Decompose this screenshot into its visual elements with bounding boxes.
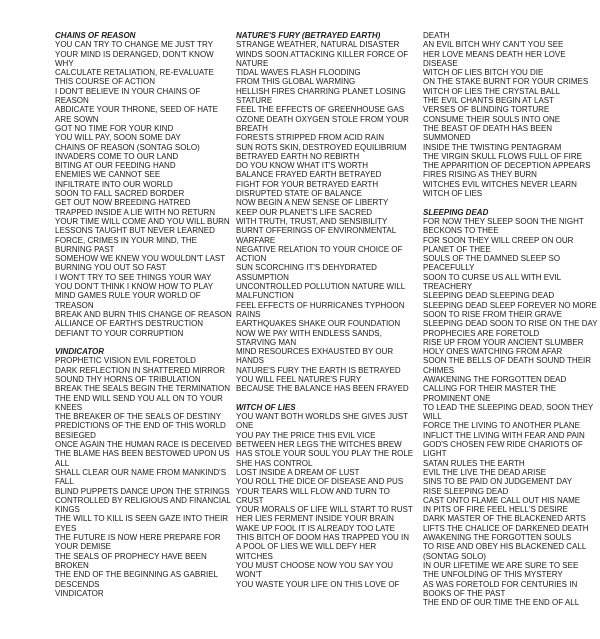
lyric-line: DEFIANT TO YOUR CORRUPTION [55, 328, 184, 338]
lyric-line: NOW WE PAY WITH ENDLESS SANDS, STARVING MAN [236, 328, 382, 347]
lyric-line: THE WILL TO KILL IS SEEN GAZE INTO THEIR EYES [55, 514, 229, 533]
lyric-line: FORESTS STRIPPED FROM ACID RAIN [236, 133, 385, 143]
lyric-line: INVADERS COME TO OUR LAND [55, 151, 179, 161]
lyric-line: EARTHQUAKES SHAKE OUR FOUNDATION [236, 319, 401, 329]
lyric-line: MIND RESOURCES EXHAUSTED BY OUR HANDS [236, 347, 394, 366]
lyric-line: YOU PAY THE PRICE THIS EVIL VICE [236, 430, 376, 440]
lyric-line: PROPHETIC VISION EVIL FORETOLD [55, 356, 196, 366]
lyric-line: AWAKENING THE FORGOTTEN SOULS [423, 533, 572, 543]
lyric-line: FIRES RISING AS THEY BURN [423, 170, 537, 180]
lyric-line: THE BREAKER OF THE SEALS OF DESTINY [55, 412, 222, 422]
lyric-line: DARK REFLECTION IN SHATTERED MIRROR [55, 365, 226, 375]
lyric-line: BETWEEN HER LEGS THE WITCHES BREW [236, 440, 402, 450]
lyric-line: SHE HAS CONTROL [236, 458, 313, 468]
lyric-line: PREDICTIONS OF THE END OF THIS WORLD BESIEGED [55, 421, 226, 440]
lyric-line: YOU WASTE YOUR LIFE ON THIS LOVE OF [236, 579, 400, 589]
lyric-line: HELLISH FIRES CHARRING PLANET LOSING STATURE [236, 86, 406, 106]
lyric-line: EVIL THE LIVE THE DEAD ARISE [423, 467, 547, 477]
lyric-line: WITH TRUTH, TRUST, AND SENSIBILITY [236, 216, 388, 226]
lyric-line: SLEEPING DEAD SOON TO RISE ON THE DAY [423, 319, 598, 329]
lyric-line: ALLIANCE OF EARTH'S DESTRUCTION [55, 319, 204, 329]
lyric-line: FORCE THE LIVING TO ANOTHER PLANE [423, 421, 580, 431]
lyric-line: WITCH OF LIES THE CRYSTAL BALL [423, 86, 561, 96]
lyric-line: GET OUT NOW BREEDING HATRED [55, 198, 191, 208]
lyric-line: TO RISE AND OBEY HIS BLACKENED CALL [423, 542, 587, 552]
lyric-line: YOUR TEARS WILL FLOW AND TURN TO CRUST [236, 486, 390, 505]
lyric-line: BITING AT OUR FEEDING HAND [55, 161, 176, 171]
lyric-line: YOU WILL PAY, SOON SOME DAY [55, 133, 181, 143]
lyric-line: THE BEAST OF DEATH HAS BEEN SUMMONED [423, 123, 553, 143]
lyric-line: IN OUR LIFETIME WE ARE SURE TO SEE [423, 560, 579, 570]
lyric-line: THE FUTURE IS NOW HERE PREPARE FOR YOUR DEMISE [55, 533, 221, 552]
lyric-line: ONCE AGAIN THE HUMAN RACE IS DECEIVED [55, 440, 232, 450]
section-gap [236, 394, 414, 403]
lyric-line: YOU ROLL THE DICE OF DISEASE AND PUS [236, 477, 404, 487]
lyric-line: SLEEPING DEAD SLEEPING DEAD [423, 291, 555, 301]
lyric-line: SOON TO CURSE US ALL WITH EVIL TREACHERY [423, 272, 561, 292]
lyric-line: NOW BEGIN A NEW SENSE OF LIBERTY [236, 198, 389, 208]
lyric-line: THE SEALS OF PROPHECY HAVE BEEN BROKEN [55, 551, 207, 570]
lyric-line: ENEMIES WE CANNOT SEE [55, 170, 161, 180]
lyric-line: FOR SOON THEY WILL CREEP ON OUR PLANET OF THEE [423, 235, 574, 254]
lyric-line: TO LEAD THE SLEEPING DEAD, SOON THEY WILL [423, 402, 594, 422]
song-title: CHAINS OF REASON [55, 31, 136, 40]
lyric-line: SOULS OF THE DAMNED SLEEP SO PEACEFULLY [423, 254, 561, 273]
lyric-line: HOLY ONES WATCHING FROM AFAR [423, 347, 563, 357]
lyric-line: SUN SCORCHING IT'S DEHYDRATED ASSUMPTION [236, 263, 377, 282]
lyric-line: VINDICATOR [55, 588, 104, 598]
song-title: VINDICATOR [55, 347, 105, 357]
lyric-line: A POOL OF LIES WE WILL DEFY HER WITCHES [236, 542, 377, 561]
lyric-line: WAKE UP FOOL IT IS ALREADY TOO LATE [236, 523, 396, 533]
lyric-line: YOUR TIME WILL COME AND YOU WILL BURN [55, 216, 230, 226]
lyric-line: FIGHT FOR YOUR BETRAYED EARTH [236, 179, 379, 189]
lyric-line: I DON'T BELIEVE IN YOUR CHAINS OF REASON [55, 86, 201, 106]
lyric-line: BURNING YOU OUT SO FAST [55, 263, 167, 273]
lyric-line: RISE SLEEPING DEAD [423, 486, 509, 496]
lyric-line: RISE UP FROM YOUR ANCIENT SLUMBER [423, 337, 584, 347]
lyric-line: NEGATIVE RELATION TO YOUR CHOICE OF ACTION [236, 244, 403, 264]
lyric-line: YOU DON'T THINK I KNOW HOW TO PLAY [55, 282, 214, 292]
lyric-line: HER LOVE MEANS DEATH HER LOVE DISEASE [423, 49, 566, 68]
lyric-line: CHAINS OF REASON (SONTAG SOLO) [55, 142, 200, 152]
lyric-line: MIND GAMES RULE YOUR WORLD OF TREASON [55, 291, 201, 310]
lyric-line: FEEL THE EFFECTS OF GREENHOUSE GAS [236, 105, 405, 115]
lyric-line: CALLING FOR THEIR MASTER THE PROMINENT ONE [423, 384, 557, 403]
song-title: WITCH OF LIES [236, 402, 296, 412]
lyric-line: LIFTS THE CHALICE OF DARKENED DEATH [423, 523, 589, 533]
lyric-line: SOON TO RISE FROM THEIR GRAVE [423, 309, 562, 319]
lyric-line: INFILTRATE INTO OUR WORLD [55, 179, 173, 189]
lyric-line: NATURE'S FURY THE EARTH IS BETRAYED [236, 365, 401, 375]
lyric-line: LESSONS TAUGHT BUT NEVER LEARNED [55, 226, 215, 236]
lyric-line: THE UNFOLDING OF THIS MYSTERY [423, 570, 563, 580]
lyric-line: DISRUPTED STATE OF BALANCE [236, 189, 362, 199]
lyric-line: BREAK THE SEALS BEGIN THE TERMINATION [55, 384, 231, 394]
lyric-line: WITCH OF LIES [423, 189, 483, 199]
lyric-line: YOU WANT BOTH WORLDS SHE GIVES JUST ONE [236, 412, 408, 431]
column-2 [236, 31, 414, 589]
lyric-line: I WON'T TRY TO SEE THINGS YOUR WAY [55, 272, 212, 282]
lyric-line: SLEEPING DEAD SLEEP FOREVER NO MORE [423, 300, 597, 310]
lyric-line: STRANGE WEATHER, NATURAL DISASTER [236, 40, 400, 50]
lyric-line: PROPHECIES ARE FORETOLD [423, 328, 540, 338]
lyric-line: SOON TO FALL SACRED BORDER [55, 189, 185, 199]
lyric-line: SHALL CLEAR OUR NAME FROM MANKIND'S FALL [55, 467, 227, 487]
lyric-line: THE BLAME HAS BEEN BESTOWED UPON US ALL [55, 449, 230, 468]
lyric-line: AS WAS FORETOLD FOR CENTURIES IN [423, 579, 578, 589]
lyric-line: DO YOU KNOW WHAT IT'S WORTH [236, 161, 369, 171]
lyric-line: FOR NOW THEY SLEEP SOON THE NIGHT BECKONS TO THEE [423, 216, 584, 236]
column-3 [423, 31, 600, 607]
lyric-line: WINDS SOON ATTACKING KILLER FORCE OF NATURE [236, 49, 409, 68]
lyric-line: OZONE DEATH OXYGEN STOLE FROM YOUR BREATH [236, 114, 409, 133]
lyric-line: DEATH [423, 31, 450, 40]
lyric-line: SATAN RULES THE EARTH [423, 458, 525, 468]
lyric-line: THE END WILL SEND YOU ALL ON TO YOUR KNEES [55, 393, 223, 412]
lyric-line: YOU MUST CHOOSE NOW YOU SAY YOU WON'T [236, 560, 394, 580]
lyric-line: GOT NO TIME FOR YOUR KIND [55, 123, 174, 133]
lyric-line: BURNT OFFERINGS OF ENVIRONMENTAL WARFARE [236, 226, 396, 245]
lyric-line: AN EVIL BITCH WHY CAN'T YOU SEE [423, 40, 564, 50]
lyric-line: CONTROLLED BY RELIGIOUS AND FINANCIAL KINGS [55, 495, 231, 515]
lyric-line: SOON THE BELLS OF DEATH SOUND THEIR CHIMES [423, 356, 592, 375]
lyric-line: GOD'S CHOSEN FEW RIDE CHARIOTS OF LIGHT [423, 440, 583, 459]
lyric-line: YOUR MORALS OF LIFE WILL START TO RUST [236, 505, 413, 515]
lyric-line: THE VIRGIN SKULL FLOWS FULL OF FIRE [423, 151, 582, 161]
lyric-line: (SONTAG SOLO) [423, 551, 486, 561]
lyric-line: UNCONTROLLED POLLUTION NATURE WILL MALFUNCTION [236, 282, 405, 301]
lyric-line: THE END OF THE BEGINNING AS GABRIEL DESCENDS [55, 570, 218, 589]
lyric-line: BECAUSE THE BALANCE HAS BEEN FRAYED [236, 384, 409, 394]
lyric-line: WITCHES EVIL WITCHES NEVER LEARN [423, 179, 577, 189]
lyric-line: THIS COURSE OF ACTION [55, 77, 156, 87]
lyric-line: SOMEHOW WE KNEW YOU WOULDN'T LAST [55, 254, 226, 264]
lyric-line: LOST INSIDE A DREAM OF LUST [236, 467, 360, 477]
lyric-line: AWAKENING THE FORGOTTEN DEAD [423, 374, 567, 384]
lyric-line: SOUND THY HORNS OF TRIBULATION [55, 374, 201, 384]
song-title: NATURE'S FURY (BETRAYED EARTH) [236, 31, 381, 40]
lyric-line: CONSUME THEIR SOULS INTO ONE [423, 114, 561, 124]
lyric-line: THE APPARITION OF DECEPTION APPEARS [423, 161, 591, 171]
lyric-line: WITCH OF LIES BITCH YOU DIE [423, 68, 544, 78]
lyric-line: IN PITS OF FIRE FEEL HELL'S DESIRE [423, 505, 568, 515]
lyric-line: VERSES OF BLINDING TORTURE [423, 105, 550, 115]
lyric-line: FROM THIS GLOBAL WARMING [236, 77, 356, 87]
lyric-line: SINS TO BE PAID ON JUDGEMENT DAY [423, 477, 573, 487]
lyric-line: THE EVIL CHANTS BEGIN AT LAST [423, 96, 554, 106]
lyric-line: BLIND PUPPETS DANCE UPON THE STRINGS [55, 486, 230, 496]
lyric-line: BREAK AND BURN THIS CHANGE OF REASON [55, 309, 232, 319]
lyric-line: FEEL EFFECTS OF HURRICANES TYPHOON RAINS [236, 300, 405, 319]
lyric-line: INSIDE THE TWISTING PENTAGRAM [423, 142, 562, 152]
section-gap [423, 198, 600, 207]
lyric-line: KEEP OUR PLANET'S LIFE SACRED [236, 207, 373, 217]
column-1 [55, 31, 233, 598]
lyric-line: TIDAL WAVES FLASH FLOODING [236, 68, 361, 78]
lyric-line: THIS BITCH OF DOOM HAS TRAPPED YOU IN [236, 533, 410, 543]
lyric-line: HER LIES FERMENT INSIDE YOUR BRAIN [236, 514, 394, 524]
lyric-line: CAST ONTO FLAME CALL OUT HIS NAME [423, 495, 581, 505]
lyric-line: YOU WILL FEEL NATURE'S FURY [236, 374, 362, 384]
lyric-line: HAS STOLE YOUR SOUL YOU PLAY THE ROLE [236, 449, 414, 459]
lyric-line: BOOKS OF THE PAST [423, 588, 506, 598]
lyric-line: DARK MASTER OF THE BLACKENED ARTS [423, 514, 586, 524]
section-gap [55, 338, 233, 347]
lyric-line: YOUR MIND IS DERANGED, DON'T KNOW WHY [55, 49, 214, 68]
lyric-line: YOU CAN TRY TO CHANGE ME JUST TRY [55, 40, 213, 50]
lyric-line: SUN ROTS SKIN, DESTROYED EQUILIBRIUM [236, 142, 407, 152]
lyric-line: THE END OF OUR TIME THE END OF ALL [423, 598, 580, 608]
lyric-line: ON THE STAKE BURNT FOR YOUR CRIMES [423, 77, 589, 87]
lyric-line: TRAPPED INSIDE A LIE WITH NO RETURN [55, 207, 216, 217]
song-title: SLEEPING DEAD [423, 207, 489, 217]
lyric-line: INFLICT THE LIVING WITH FEAR AND PAIN [423, 430, 585, 440]
lyric-line: BALANCE FRAYED EARTH BETRAYED [236, 170, 382, 180]
lyric-line: ABDICATE YOUR THRONE, SEED OF HATE ARE SOWN [55, 105, 218, 124]
lyric-line: FORCE, CRIMES IN YOUR MIND, THE BURNING PAST [55, 235, 197, 254]
lyric-line: CALCULATE RETALIATION, RE-EVALUATE [55, 68, 214, 78]
lyric-line: BETRAYED EARTH NO REBIRTH [236, 151, 360, 161]
